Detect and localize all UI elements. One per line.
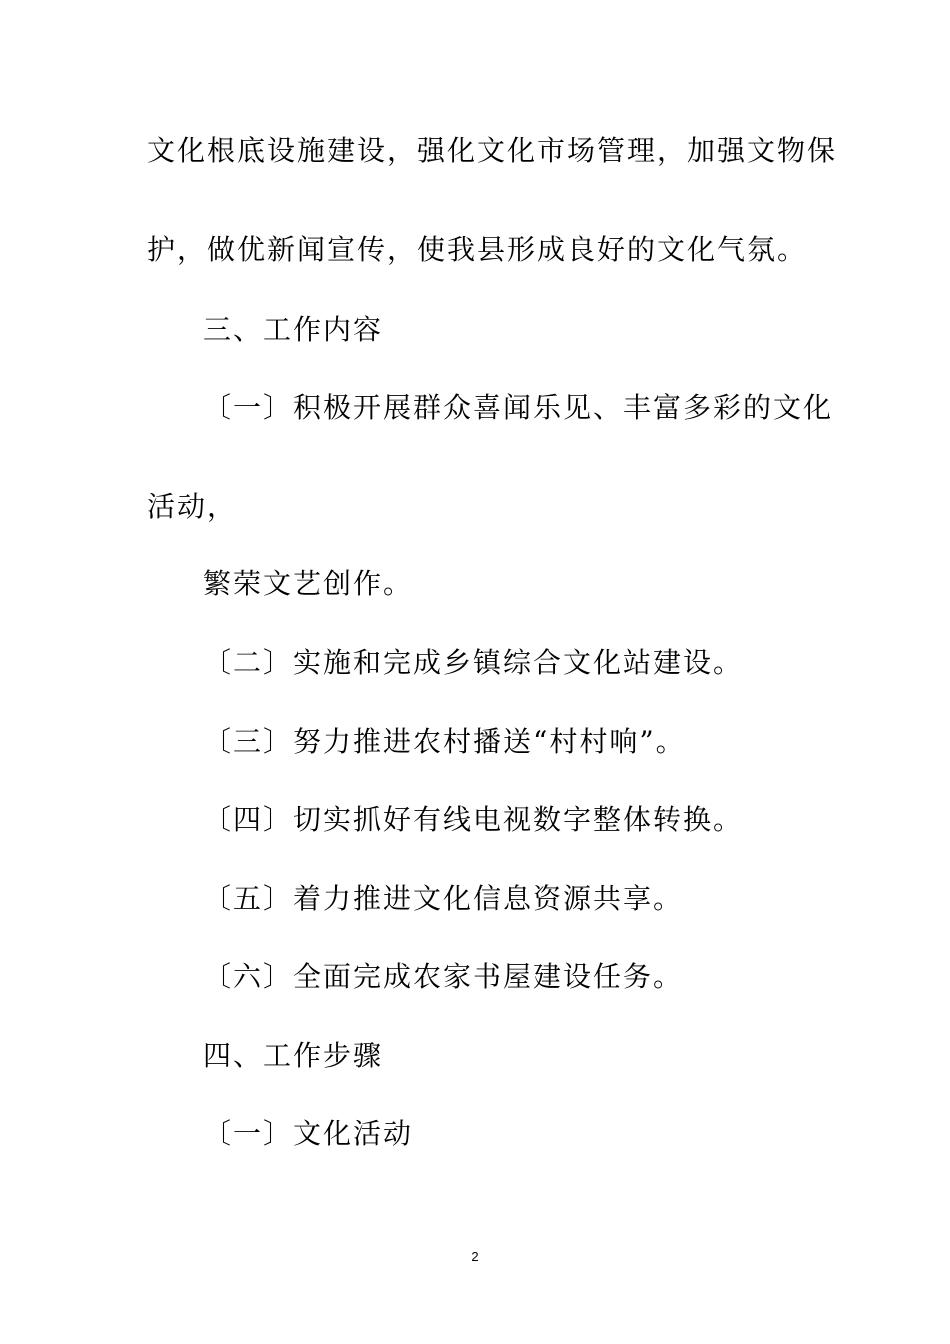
body-text-line: 文化根底设施建设，强化文化市场管理，加强文物保	[147, 134, 838, 167]
list-item: 〔二〕实施和完成乡镇综合文化站建设。	[203, 646, 744, 679]
body-text-line: 活动，	[147, 490, 238, 523]
list-item: 〔三〕努力推进农村播送“村村响”。	[203, 725, 686, 758]
body-text-line: 护，做优新闻宣传，使我县形成良好的文化气氛。	[147, 233, 808, 266]
list-item: 〔一〕文化活动	[203, 1117, 414, 1150]
list-item: 〔六〕全面完成农家书屋建设任务。	[203, 960, 684, 993]
list-item: 〔四〕切实抓好有线电视数字整体转换。	[203, 803, 744, 836]
body-text-line: 繁荣文艺创作。	[203, 567, 414, 600]
list-item: 〔一〕积极开展群众喜闻乐见、丰富多彩的文化	[203, 391, 834, 424]
list-item: 〔五〕着力推进文化信息资源共享。	[203, 882, 684, 915]
section-heading: 三、工作内容	[203, 313, 384, 346]
section-heading: 四、工作步骤	[203, 1039, 384, 1072]
page-number: 2	[471, 1249, 479, 1264]
